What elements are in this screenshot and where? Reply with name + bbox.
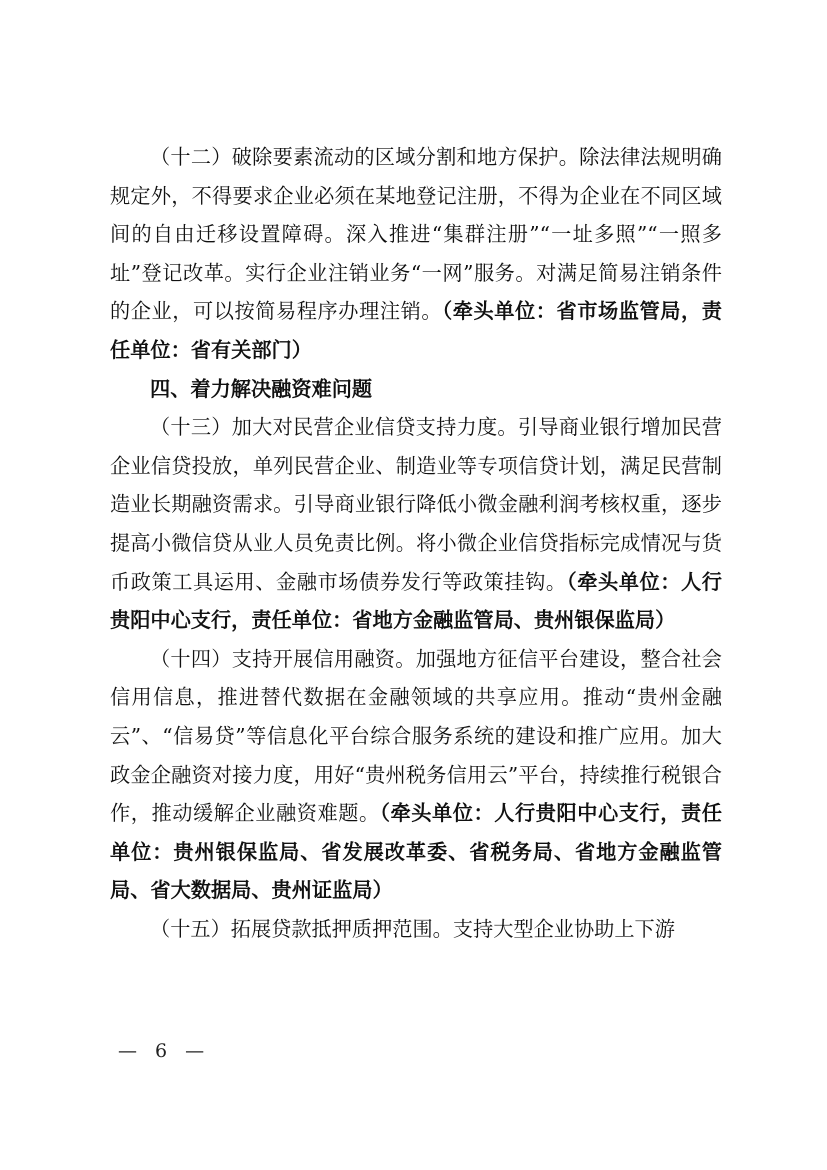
paragraph-14 [110,640,722,910]
paragraph-15-body: 支持大型企业协助上下游 [452,916,675,941]
paragraph-13-body: 引导商业银行增加民营企业信贷投放，单列民营企业、制造业等专项信贷计划，满足民营制造业长期融资需求。引导商业银行降低小微金融利润考核权重，逐步提高小微信贷从业人员免责比例。将小微企业信贷指标完成情况与货币政策工具运用、金融市场债券发行等政策挂钩。 [110,415,722,594]
paragraph-15 [110,910,722,949]
paragraph-15-label: （十五） [150,916,231,941]
paragraph-15-title: 拓展贷款抵押质押范围。 [230,916,453,941]
paragraph-14-title: 支持开展信用融资。 [231,646,416,671]
paragraph-12 [110,138,722,370]
paragraph-14-label: （十四） [150,646,232,671]
page-number: — 6 — [118,1040,211,1062]
section-4-heading: 四、着力解决融资难问题 [150,376,373,401]
paragraph-13 [110,408,722,640]
paragraph-12-title: 破除要素流动的区域分割和地方保护。 [231,145,580,169]
paragraph-13-title: 加大对民营企业信贷支持力度。 [231,415,518,440]
paragraph-13-label: （十三） [150,415,232,440]
paragraph-12-body: 除法律法规明确规定外，不得要求企业必须在某地登记注册，不得为企业在不同区域间的自由迁移设置障碍。深入推进“集群注册”“一址多照”“一照多址”登记改革。实行企业注销业务“一网”服务。对满足简易注销条件的企业，可以按简易程序办理注销。 [110,145,722,324]
paragraph-12-note: （牵头单位：省市场监管局，责任单位：省有关部门） [110,299,722,362]
paragraph-13-note: （牵头单位：人行贵阳中心支行，责任单位：省地方金融监管局、贵州银保监局） [110,569,722,633]
paragraph-14-note: （牵头单位：人行贵阳中心支行，责任单位：贵州银保监局、省发展改革委、省税务局、省地方金融监管局、省大数据局、贵州证监局） [110,801,722,903]
document-page [110,138,722,948]
paragraph-12-label: （十二） [150,145,232,169]
paragraph-14-body: 加强地方征信平台建设，整合社会信用信息，推进替代数据在金融领域的共享应用。推动“贵州金融云”、“信易贷”等信息化平台综合服务系统的建设和推广应用。加大政金企融资对接力度，用好“贵州税务信用云”平台，持续推行税银合作，推动缓解企业融资难题。 [110,646,722,826]
